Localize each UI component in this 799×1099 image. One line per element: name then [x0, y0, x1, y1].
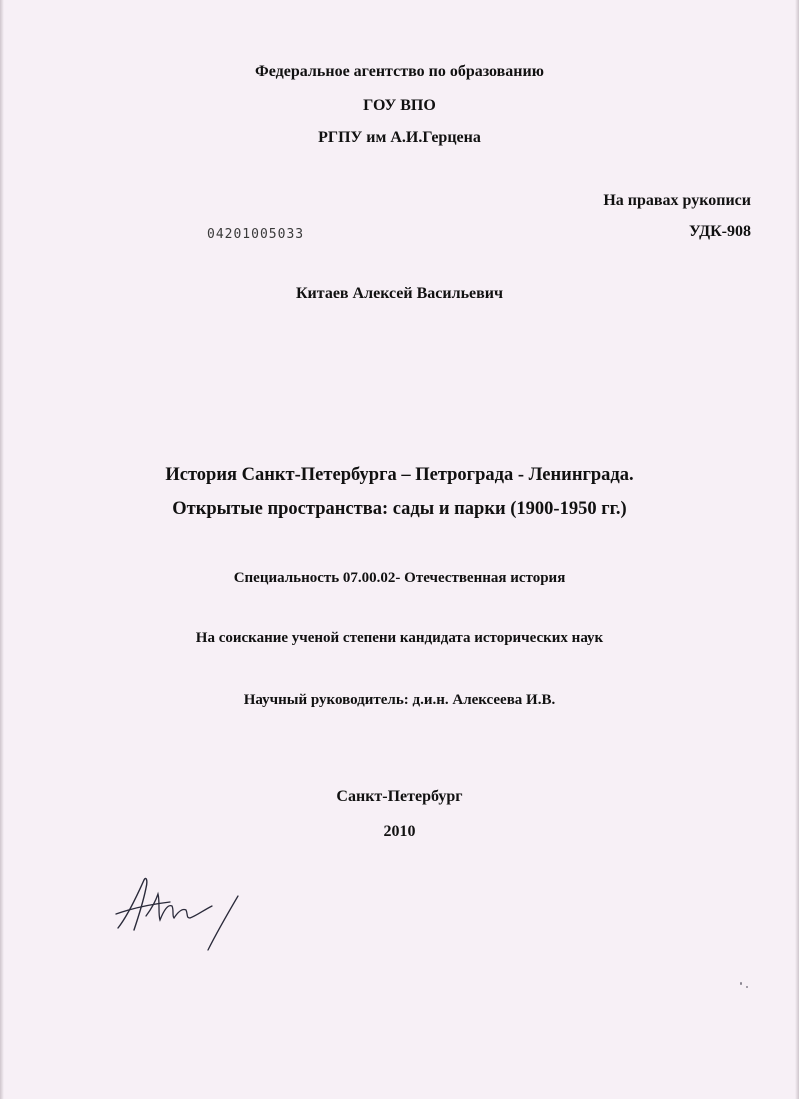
agency-line: Федеральное агентство по образованию [255, 63, 544, 80]
author-name: Китаев Алексей Васильевич [295, 285, 504, 302]
institution-type-line: ГОУ ВПО [363, 97, 436, 114]
scan-speck [740, 982, 742, 985]
registration-stamp-number: 04201005033 [207, 227, 305, 242]
degree-line: На соискание ученой степени кандидата исторических наук [195, 630, 604, 646]
city-line: Санкт-Петербург [336, 788, 463, 805]
scan-speck [746, 986, 748, 988]
university-line: РГПУ им А.И.Герцена [318, 129, 481, 146]
handwritten-signature [108, 858, 248, 958]
manuscript-rights-line: На правах рукописи [603, 192, 751, 209]
supervisor-line: Научный руководитель: д.и.н. Алексеева И.В. [243, 692, 556, 708]
title-line-1: История Санкт-Петербурга – Петрограда - Ленинграда. [165, 465, 634, 485]
udk-line: УДК-908 [688, 223, 751, 240]
specialty-line: Специальность 07.00.02- Отечественная история [233, 570, 566, 586]
page-edge-right [795, 0, 799, 1099]
title-line-2: Открытые пространства: сады и парки (1900-1950 гг.) [172, 499, 627, 519]
page-edge-left [0, 0, 4, 1099]
year-line: 2010 [383, 823, 416, 840]
